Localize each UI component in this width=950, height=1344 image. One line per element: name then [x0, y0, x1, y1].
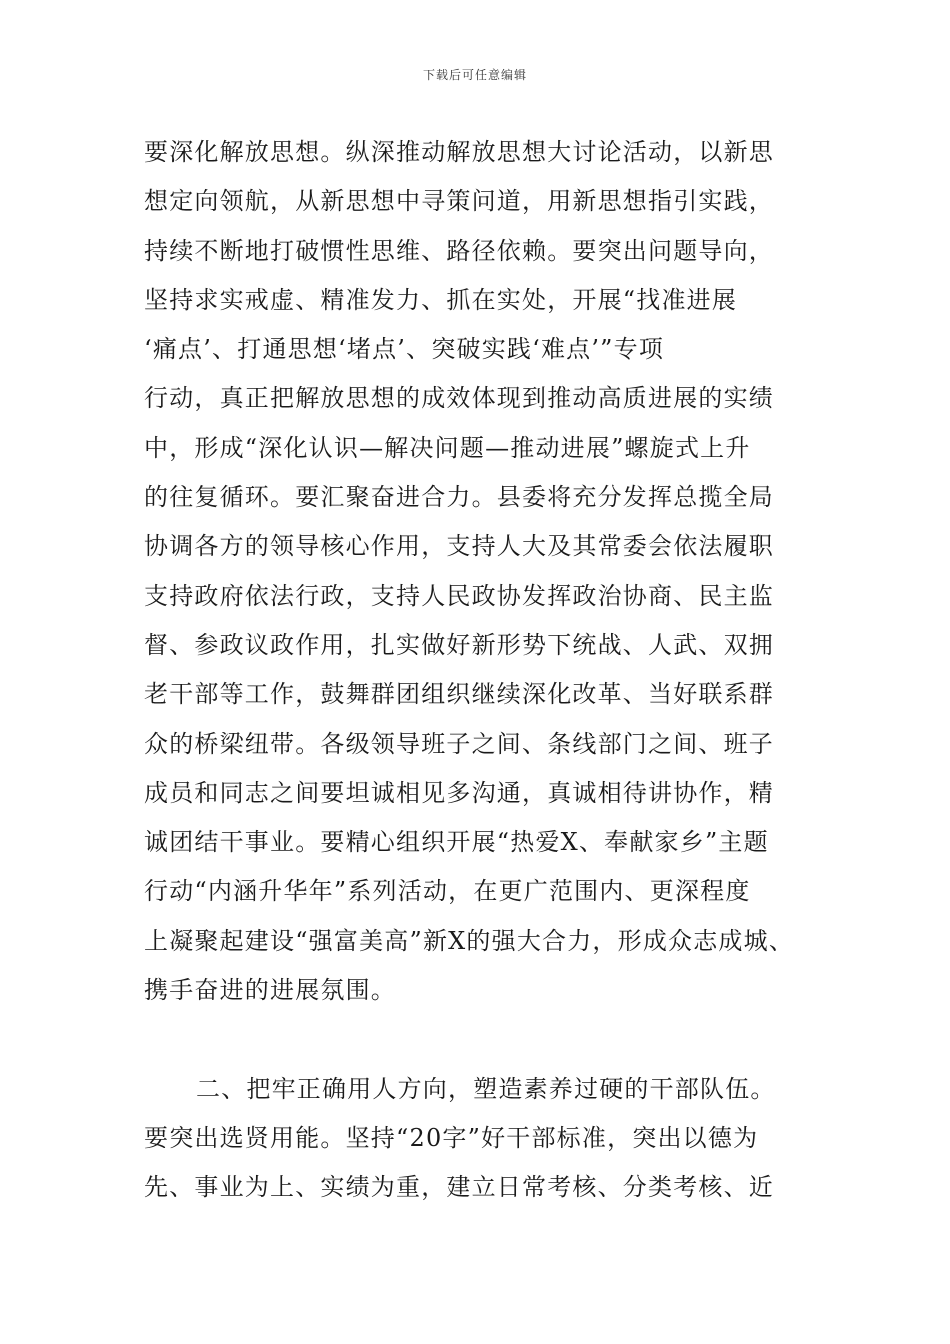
section-heading-line: 二、把牢正确用人方向，塑造素养过硬的干部队伍。	[196, 1074, 776, 1103]
text-line: 协调各方的领导核心作用，支持人大及其常委会依法履职	[144, 532, 774, 561]
paragraph-spacer	[144, 1015, 844, 1064]
text-line: 成员和同志之间要坦诚相见多沟通，真诚相待讲协作，精	[144, 778, 774, 807]
text-line: 老干部等工作，鼓舞群团组织继续深化改革、当好联系群	[144, 680, 774, 709]
text-line: 坚持求实戒虚、精准发力、抓在实处，开展“找准进展	[144, 285, 738, 314]
paragraph	[144, 128, 844, 1015]
paragraph	[144, 1065, 844, 1213]
text-line: 持续不断地打破惯性思维、路径依赖。要突出问题导向，	[144, 236, 774, 265]
document-body	[144, 128, 844, 1213]
text-line: 支持政府依法行政，支持人民政协发挥政治协商、民主监	[144, 581, 774, 610]
text-line: 携手奋进的进展氛围。	[144, 976, 396, 1005]
text-line: 督、参政议政作用，扎实做好新形势下统战、人武、双拥	[144, 630, 774, 659]
text-line: 要突出选贤用能。坚持“20字”好干部标准，突出以德为	[144, 1123, 759, 1152]
text-line: 想定向领航，从新思想中寻策问道，用新思想指引实践，	[144, 187, 774, 216]
text-line: 要深化解放思想。纵深推动解放思想大讨论活动，以新思	[144, 138, 774, 166]
text-line: 的往复循环。要汇聚奋进合力。县委将充分发挥总揽全局	[144, 483, 774, 512]
text-line: 上凝聚起建设“强富美高”新X的强大合力，形成众志成城、	[144, 926, 795, 955]
text-line: 中，形成“深化认识—解决问题—推动进展”螺旋式上升	[144, 433, 751, 462]
text-line: 诚团结干事业。要精心组织开展“热爱X、奉献家乡”主题	[144, 828, 769, 857]
text-line: 众的桥梁纽带。各级领导班子之间、条线部门之间、班子	[144, 729, 774, 758]
text-line: ‘痛点’、打通思想‘堵点’、突破实践‘难点’”专项	[144, 335, 665, 364]
text-line: 行动“内涵升华年”系列活动，在更广范围内、更深程度	[144, 877, 751, 906]
page-header-note: 下载后可任意编辑	[422, 68, 527, 82]
text-line: 行动，真正把解放思想的成效体现到推动高质进展的实绩	[144, 384, 774, 413]
text-line: 先、事业为上、实绩为重，建立日常考核、分类考核、近	[144, 1173, 774, 1202]
